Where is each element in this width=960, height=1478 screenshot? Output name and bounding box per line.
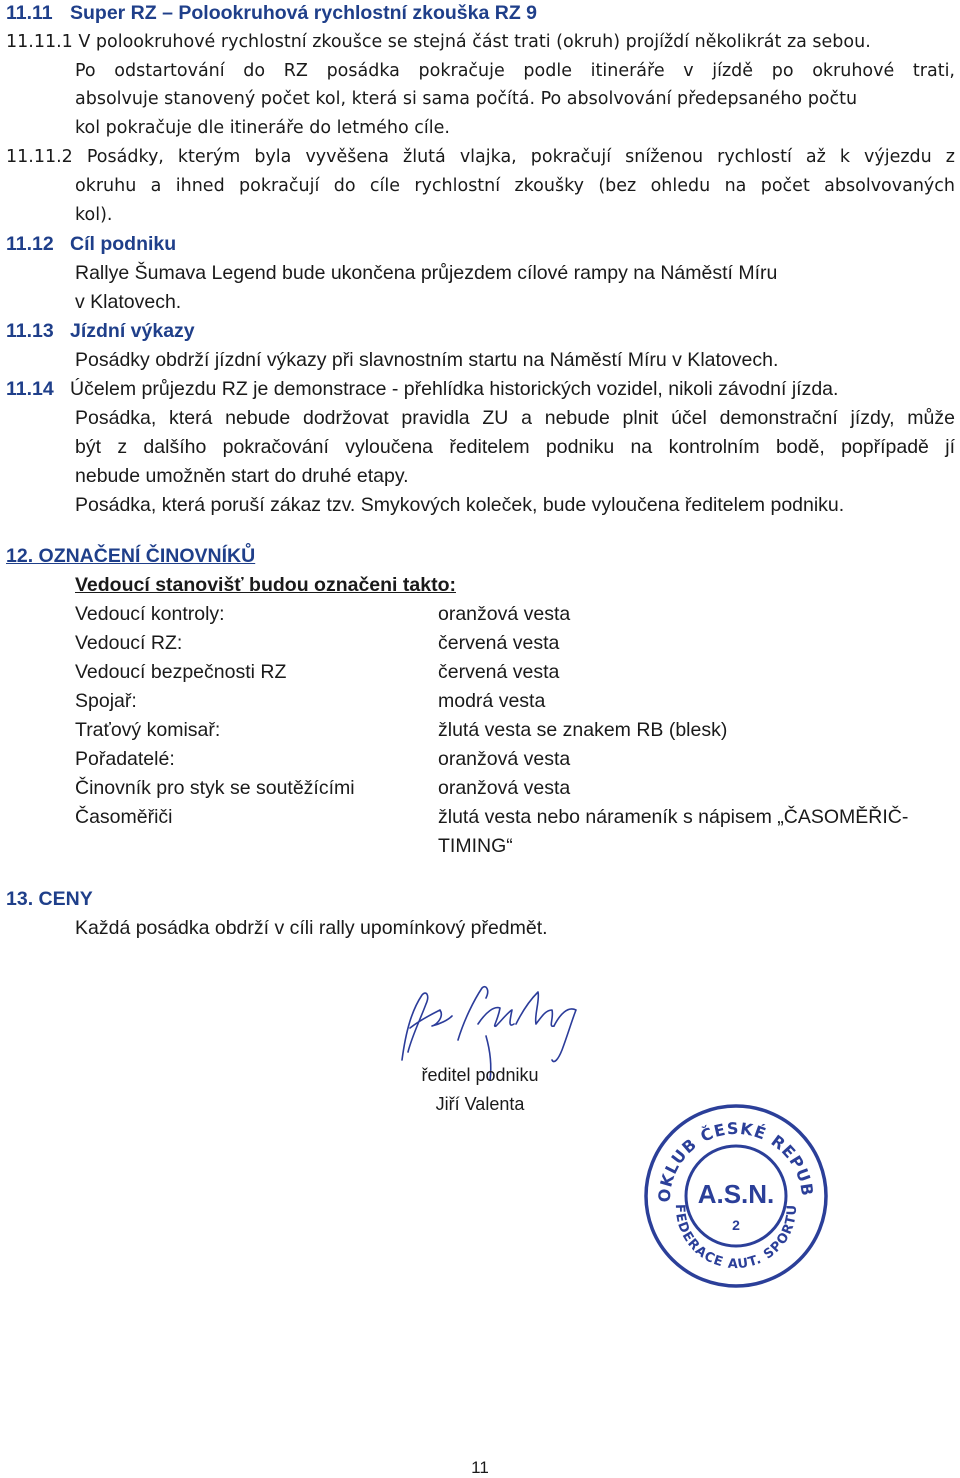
section-number: 11.11 [6, 2, 53, 24]
section-11-13-heading [6, 318, 195, 344]
section-title: Jízdní výkazy [70, 320, 195, 342]
mark-cell: žlutá vesta nebo nárameník s nápisem „ČASOMĚŘIČ- [438, 806, 909, 828]
mark-cell: oranžová vesta [438, 603, 571, 625]
section-13-heading: 13. CENY [6, 888, 93, 910]
official-stamp [640, 1100, 832, 1292]
section-12-heading: 12. OZNAČENÍ ČINOVNÍKŮ [6, 545, 256, 567]
role-cell: Vedoucí kontroly: [75, 603, 225, 625]
role-cell: Spojař: [75, 690, 137, 712]
paragraph-line: Po odstartování do RZ posádka pokračuje podle itineráře v jízdě po okruhové trati, [75, 61, 955, 81]
section-number: 11.13 [6, 320, 54, 342]
stamp-top-text: OKLUB ČESKÉ REPUB [654, 1118, 818, 1203]
section-number: 11.14 [6, 378, 54, 400]
table-row [75, 630, 955, 656]
stamp-number: 2 [732, 1217, 740, 1233]
table-row [75, 601, 955, 627]
table-row [75, 717, 955, 743]
section-title: Super RZ – Polookruhová rychlostní zkouška RZ 9 [70, 2, 538, 24]
section-11-14 [6, 376, 955, 402]
paragraph-line: Posádka, která nebude dodržovat pravidla ZU a nebude plnit účel demonstrační jízdy, může [75, 407, 955, 429]
stamp-center-text: A.S.N. [697, 1179, 775, 1209]
role-cell: Časoměřiči [75, 806, 173, 828]
paragraph-line: Posádky obdrží jízdní výkazy při slavnostním startu na Náměstí Míru v Klatovech. [75, 349, 779, 371]
role-cell: Vedoucí RZ: [75, 632, 183, 654]
section-11-12-heading [6, 231, 176, 257]
paragraph-line: 11.11.1 V polookruhové rychlostní zkoušce se stejná část trati (okruh) projíždí několikrát za sebou. [6, 32, 871, 52]
mark-cell: modrá vesta [438, 690, 546, 712]
stamp-bottom-text: FEDERACE AUT. SPORTU [671, 1203, 801, 1273]
section-12-subheading: Vedoucí stanovišť budou označeni takto: [75, 574, 456, 596]
paragraph-line: Účelem průjezdu RZ je demonstrace - přehlídka historických vozidel, nikoli závodní jízda. [70, 378, 839, 400]
section-11-11-heading [6, 0, 537, 26]
section-number: 11.12 [6, 233, 54, 255]
table-row-continuation: TIMING“ [438, 835, 513, 857]
paragraph-line: být z dalšího pokračování vyloučena ředitelem podniku na kontrolním bodě, popřípadě jí [75, 436, 955, 458]
mark-cell: žlutá vesta se znakem RB (blesk) [438, 719, 728, 741]
mark-cell: oranžová vesta [438, 748, 571, 770]
paragraph-line: 11.11.2 Posádky, kterým byla vyvěšena žlutá vlajka, pokračují sníženou rychlostí až k výjezdu z [6, 147, 955, 167]
role-cell: Pořadatelé: [75, 748, 175, 770]
paragraph-line: nebude umožněn start do druhé etapy. [75, 465, 409, 487]
mark-cell: červená vesta [438, 661, 560, 683]
mark-cell: oranžová vesta [438, 777, 571, 799]
table-row [75, 746, 955, 772]
paragraph-line: Každá posádka obdrží v cíli rally upomínkový předmět. [75, 917, 548, 939]
paragraph-line: Posádka, která poruší zákaz tzv. Smykových koleček, bude vyloučena ředitelem podniku. [75, 494, 845, 516]
signature-title: ředitel podniku [421, 1065, 539, 1085]
paragraph-line: v Klatovech. [75, 291, 182, 313]
mark-cell: červená vesta [438, 632, 560, 654]
paragraph-line: Rallye Šumava Legend bude ukončena průjezdem cílové rampy na Náměstí Míru [75, 262, 778, 284]
signature-block [340, 940, 620, 1114]
table-row [75, 688, 955, 714]
role-cell: Činovník pro styk se soutěžícími [75, 777, 355, 799]
signature-name: Jiří Valenta [435, 1094, 525, 1114]
paragraph-line: kol pokračuje dle itineráře do letmého cíle. [75, 118, 450, 138]
section-title: Cíl podniku [70, 233, 177, 255]
stamp-seal [640, 1100, 832, 1292]
role-cell: Traťový komisař: [75, 719, 221, 741]
table-row [75, 775, 955, 801]
table-row [75, 804, 955, 830]
page-number: 11 [471, 1458, 489, 1477]
paragraph-line: kol). [75, 205, 113, 225]
table-row [75, 659, 955, 685]
svg-text:FEDERACE AUT. SPORTU [672, 1204, 800, 1272]
role-cell: Vedoucí bezpečnosti RZ [75, 661, 287, 683]
paragraph-line: okruhu a ihned pokračují do cíle rychlostní zkoušky (bez ohledu na počet absolvovaných [75, 176, 955, 196]
paragraph-line: absolvuje stanovený počet kol, která si sama počítá. Po absolvování předepsaného počtu [75, 89, 858, 109]
